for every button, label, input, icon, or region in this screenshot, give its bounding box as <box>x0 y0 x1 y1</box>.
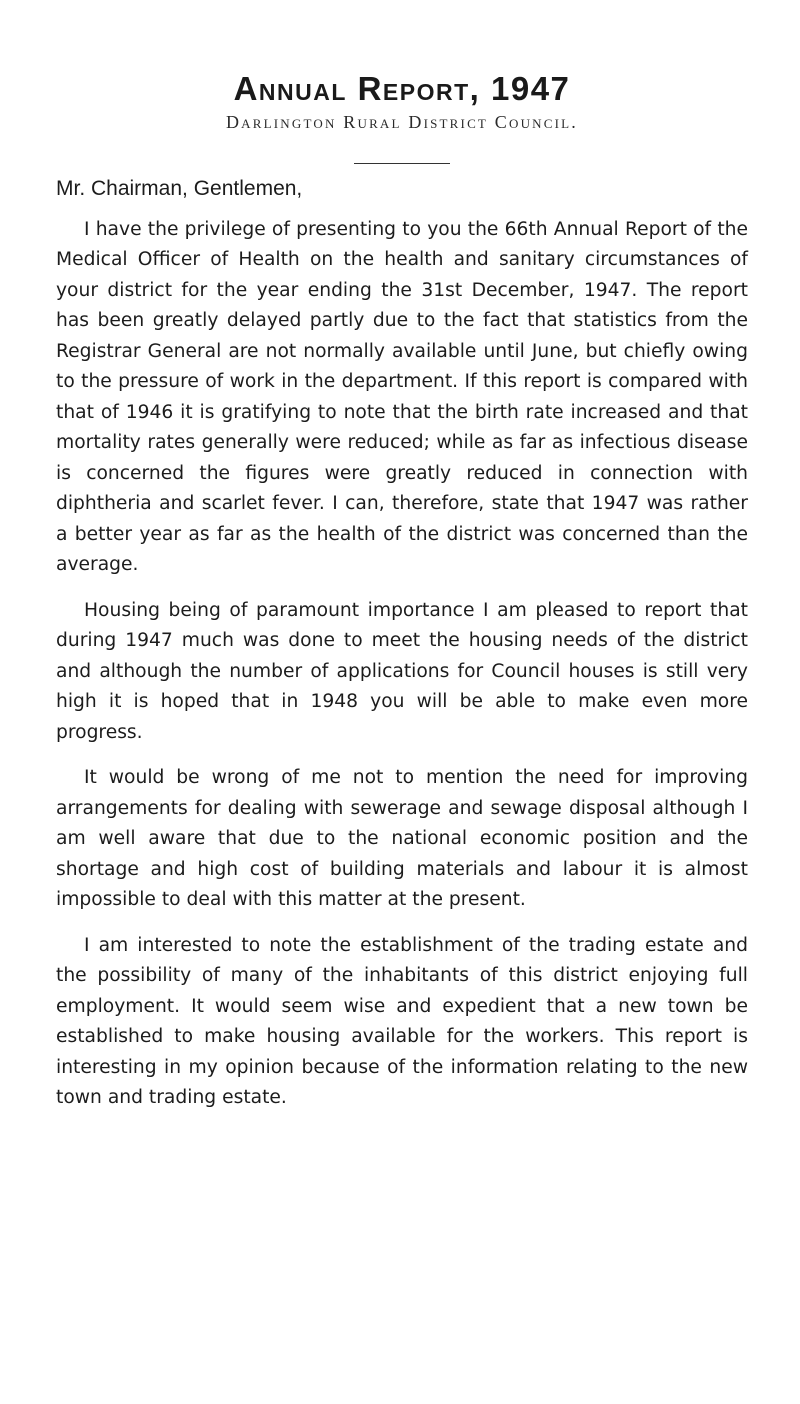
salutation: Mr. Chairman, Gentlemen, <box>56 176 303 200</box>
paragraph-housing: Housing being of paramount importance I am pleased to report that during 1947 much was done to meet the housing needs of the district and although the number of applications for Council houses is still very high it is hoped that in 1948 you will be able to make even more progress. <box>56 599 748 743</box>
paragraph-intro: I have the privilege of presenting to you the 66th Annual Report of the Medical Officer of Health on the health and sanitary circumstances of your district for the year ending the 31st December, 1947. The report has been greatly delayed partly due to the fact that statistics from the Registrar General are not normally available until June, but chiefly owing to the pressure of work in the department. If this report is compared with that of 1946 it is gratifying to note that the birth rate increased and that mortality rates generally were reduced; while as far as infectious disease is concerned the figures were greatly reduced in connection with diphtheria and scarlet fever. I can, therefore, state that 1947 was rather a better year as far as the health of the district was concerned than the average. <box>56 218 748 576</box>
title-divider <box>354 163 450 164</box>
paragraph-trading-estate: I am interested to note the establishment of the trading estate and the possibility of many of the inhabitants of this district enjoying full employment. It would seem wise and expedient that a new town be established to make housing available for the workers. This report is interesting in my opinion because of the information relating to the new town and trading estate. <box>56 934 748 1109</box>
paragraph-sewerage: It would be wrong of me not to mention the need for improving arrangements for dealing with sewerage and sewage disposal although I am well aware that due to the national economic position and the shortage and high cost of building materials and labour it is almost impossible to deal with this matter at the present. <box>56 767 748 911</box>
report-title: Annual Report, 1947 <box>233 70 571 107</box>
council-name: Darlington Rural District Council. <box>225 111 578 132</box>
